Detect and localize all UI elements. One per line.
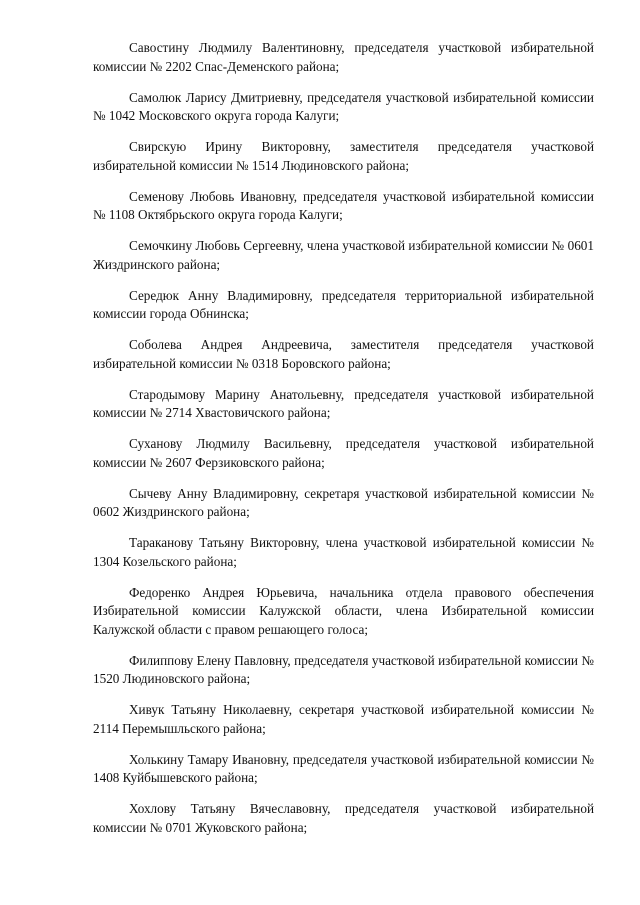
list-item: Тараканову Татьяну Викторовну, члена участковой избирательной комиссии № 1304 Козельского района;	[93, 535, 594, 569]
list-item: Филиппову Елену Павловну, председателя участковой избирательной комиссии № 1520 Людиновского района;	[93, 652, 594, 686]
list-item: Семочкину Любовь Сергеевну, члена участковой избирательной комиссии № 0601 Жиздринского района;	[93, 238, 594, 272]
list-item: Соболева Андрея Андреевича, заместителя председателя участковой избирательной комиссии № 0318 Боровского района;	[93, 337, 594, 371]
list-item: Хохлову Татьяну Вячеславовну, председателя участковой избирательной комиссии № 0701 Жуковского района;	[93, 801, 594, 835]
list-item: Хивук Татьяну Николаевну, секретаря участковой избирательной комиссии № 2114 Перемышльского района;	[93, 702, 594, 736]
list-item: Семенову Любовь Ивановну, председателя участковой избирательной комиссии № 1108 Октябрьского округа города Калуги;	[93, 188, 594, 222]
list-item: Середюк Анну Владимировну, председателя территориальной избирательной комиссии города Обнинска;	[93, 287, 594, 321]
list-item: Суханову Людмилу Васильевну, председателя участковой избирательной комиссии № 2607 Ферзиковского района;	[93, 436, 594, 470]
list-item: Свирскую Ирину Викторовну, заместителя председателя участковой избирательной комиссии № 1514 Людиновского района;	[93, 139, 594, 173]
list-item: Самолюк Ларису Дмитриевну, председателя участковой избирательной комиссии № 1042 Московского округа города Калуги;	[93, 89, 594, 123]
list-item: Стародымову Марину Анатольевну, председателя участковой избирательной комиссии № 2714 Хвастовичского района;	[93, 386, 594, 420]
list-item: Холькину Тамару Ивановну, председателя участковой избирательной комиссии № 1408 Куйбышевского района;	[93, 751, 594, 785]
list-item: Федоренко Андрея Юрьевича, начальника отдела правового обеспечения Избирательной комиссии Калужской области, члена Избирательной комиссии Калужской области с правом решающего голоса;	[93, 584, 594, 637]
entries-list	[93, 39, 594, 850]
list-item: Савостину Людмилу Валентиновну, председателя участковой избирательной комиссии № 2202 Спас-Деменского района;	[93, 40, 594, 74]
list-item: Сычеву Анну Владимировну, секретаря участковой избирательной комиссии № 0602 Жиздринского района;	[93, 485, 594, 519]
